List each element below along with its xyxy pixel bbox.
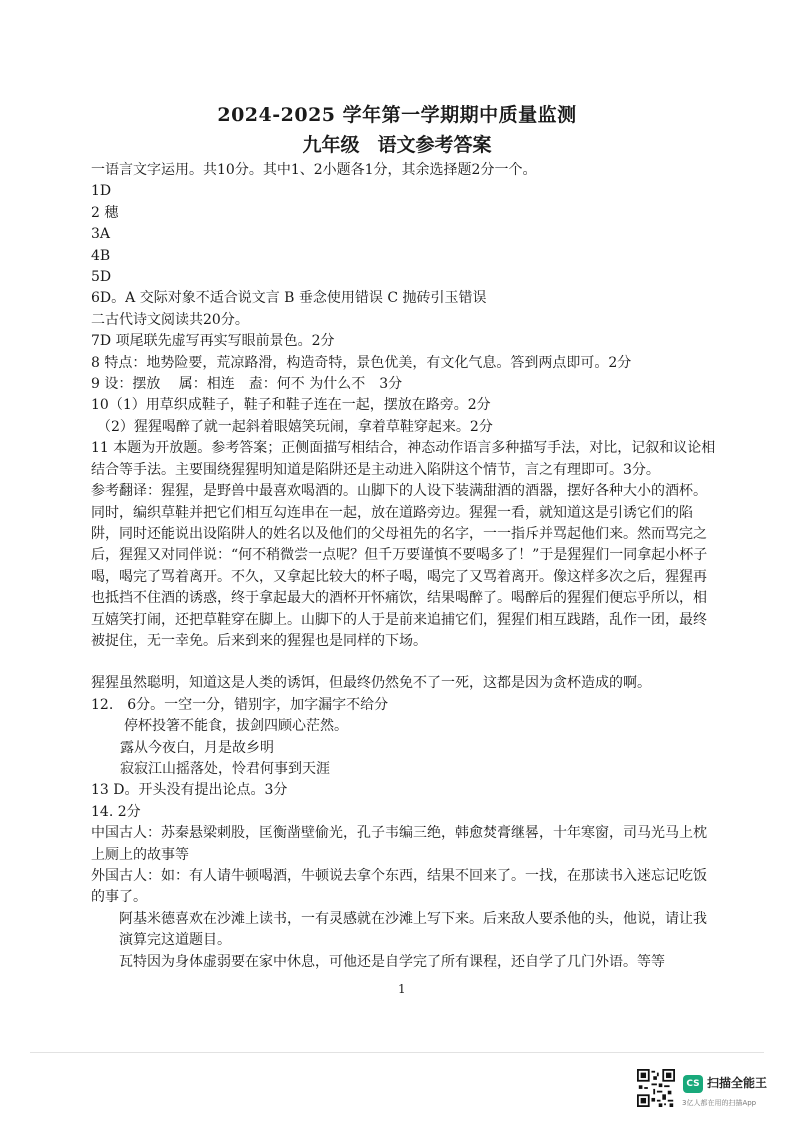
- grade-label: 九年级: [302, 134, 360, 156]
- document-subtitle: [0, 130, 794, 157]
- answer-line: 8 特点：地势险要，荒凉路滑，构造奇特，景色优美，有文化气息。答到两点即可。2分: [91, 354, 632, 371]
- answer-line: 2 穗: [91, 204, 119, 221]
- section-heading: 二古代诗文阅读共20分。: [91, 311, 249, 328]
- answer-line: 9 设：摆放 属：相连 盍：何不 为什么不 3分: [91, 376, 403, 393]
- answer-line: 14. 2分: [91, 803, 141, 820]
- answer-line: 7D 项尾联先虚写再实写眼前景色。2分: [91, 333, 335, 350]
- scanner-tagline: 3亿人都在用的扫描App: [682, 1099, 757, 1107]
- answer-paragraph: 11 本题为开放题。参考答案；正侧面描写相结合，神态动作语言多种描写手法，对比，记叙和议论相结合等手法。主要围绕猩猩明知道是陷阱还是主动进入陷阱这个情节，言之有理即可。3分。: [91, 440, 716, 478]
- scanner-brand-name: 扫描全能王: [707, 1076, 768, 1090]
- poem-line: 停杯投箸不能食，拔剑四顾心茫然。: [124, 718, 348, 735]
- answer-paragraph: 阿基米德喜欢在沙滩上读书，一有灵感就在沙滩上写下来。后来敌人要杀他的头，他说，请让我演算完这道题目。: [119, 910, 707, 949]
- answer-line: 12. 6分。一空一分，错别字，加字漏字不给分: [91, 696, 389, 713]
- answer-paragraph: 瓦特因为身体虚弱要在家中休息，可他还是自学完了所有课程，还自学了几门外语。等等: [119, 953, 665, 970]
- blank-line: [91, 652, 716, 673]
- answer-line: 5D: [91, 269, 112, 286]
- poem-line: 寂寂江山摇落处，怜君何事到天涯: [120, 760, 330, 777]
- answer-line: 6D。A 交际对象不适合说文言 B 垂念使用错误 C 抛砖引玉错误: [91, 290, 487, 307]
- answer-line: 4B: [91, 247, 111, 264]
- answer-line: 3A: [91, 226, 111, 243]
- answer-line: 1D: [91, 183, 112, 200]
- document-title: 2024-2025 学年第一学期期中质量监测: [217, 104, 577, 126]
- answer-line: 13 D。开头没有提出论点。3分: [91, 782, 288, 799]
- answer-paragraph: 外国古人：如：有人请牛顿喝酒，牛顿说去拿个东西，结果不回来了。一找，在那读书入迷忘记吃饭的事了。: [91, 868, 707, 906]
- answer-line: 猩猩虽然聪明，知道这是人类的诱饵，但最终仍然免不了一死，这都是因为贪杯造成的啊。: [91, 675, 651, 692]
- answer-line: 10（1）用草织成鞋子，鞋子和鞋子连在一起，摆放在路旁。2分: [91, 397, 491, 414]
- answer-body: [91, 160, 716, 973]
- page-number: 1: [398, 982, 406, 996]
- section-heading: 一语言文字运用。共10分。其中1、2小题各1分，其余选择题2分一个。: [91, 162, 537, 178]
- translation-paragraph: 参考翻译：猩猩，是野兽中最喜欢喝酒的。山脚下的人设下装满甜酒的酒器，摆好各种大小的酒杯。同时，编织草鞋并把它们相互勾连串在一起，放在道路旁边。猩猩一看，就知道这是引诱它们的陷阱，同时还能说出设陷阱人的姓名以及他们的父母祖先的名字，一一指斥并骂起他们来。然而骂完之后，猩猩又对同伴说：“何不稍微尝一点呢？但千万要谨慎不要喝多了！”于是猩猩们一同拿起小杯子喝，喝完了骂着离开。不久，又拿起比较大的杯子喝，喝完了又骂着离开。像这样多次之后，猩猩再也抵挡不住酒的诱惑，终于拿起最大的酒杯开怀痛饮，结果喝醉了。喝醉后的猩猩们便忘乎所以，相互嬉笑打闹，还把草鞋穿在脚上。山脚下的人于是前来追捕它们，猩猩们相互践踏，乱作一团，最终被捉住，无一幸免。后来到来的猩猩也是同样的下场。: [91, 483, 708, 649]
- qr-code-icon: [637, 1069, 675, 1107]
- answer-line: （2）猩猩喝醉了就一起斜着眼嬉笑玩闹，拿着草鞋穿起来。2分: [97, 418, 493, 435]
- footer-divider: [30, 1052, 764, 1053]
- answer-paragraph: 中国古人：苏秦悬梁刺股，匡衡凿壁偷光，孔子韦编三绝，韩愈焚膏继晷，十年寒窗，司马光马上枕上厕上的故事等: [91, 825, 707, 863]
- subject-label: 语文参考答案: [377, 134, 492, 156]
- scanner-logo-icon: CS: [683, 1075, 703, 1093]
- poem-line: 露从今夜白，月是故乡明: [120, 739, 274, 756]
